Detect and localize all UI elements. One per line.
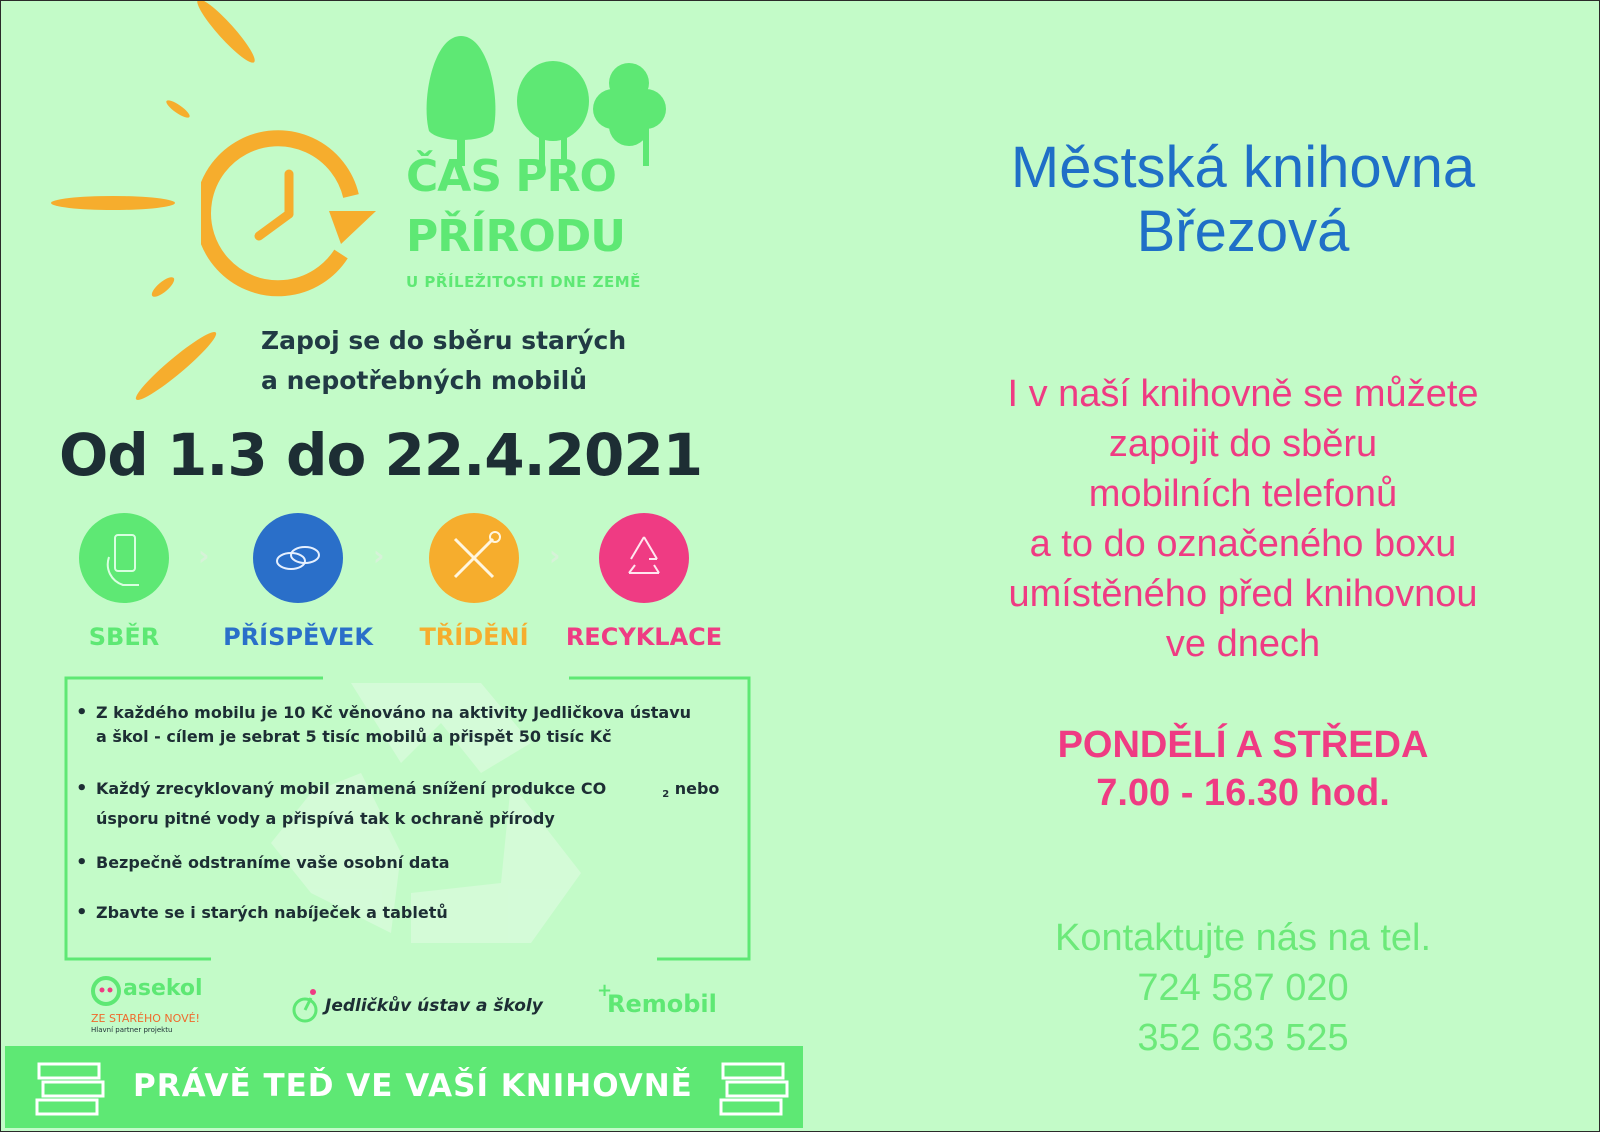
logo-title-line1: ČAS PRO (406, 151, 616, 202)
jedlicka-name: Jedličkův ústav a školy (325, 996, 543, 1016)
jedlicka-icon (291, 986, 321, 1026)
asekol-note: Hlavní partner projektu (91, 1026, 173, 1034)
step-sorting-circle (429, 513, 519, 603)
opening-days: PONDĚLÍ A STŘEDA (1057, 724, 1429, 766)
library-name-line1: Městská knihovna (1010, 135, 1476, 200)
info-line4: a to do označeného boxu (1029, 523, 1457, 565)
phone-number-1[interactable]: 724 587 020 (1137, 967, 1349, 1009)
contact-label: Kontaktujte nás na tel. (1054, 917, 1432, 959)
info-line6: ve dnech (1165, 623, 1321, 665)
campaign-dates: Od 1.3 do 22.4.2021 (59, 421, 703, 489)
step-label-sorting: TŘÍDĚNÍ (419, 623, 529, 651)
step-label-collection: SBĚR (88, 623, 160, 651)
info-line1: I v naší knihovně se můžete (1007, 373, 1479, 415)
logo-title-line2: PŘÍRODU (406, 211, 626, 262)
step-arrow-1: › (198, 539, 210, 572)
bottom-banner (5, 1046, 803, 1128)
logo-subtitle: U PŘÍLEŽITOSTI DNE ZEMĚ (406, 273, 641, 291)
coins-icon (253, 513, 343, 603)
books-left-icon (33, 1056, 107, 1120)
intro-line1: Zapoj se do sběru starých (261, 326, 627, 355)
step-label-contribution: PŘÍSPĚVEK (223, 623, 373, 651)
bullet-data: • Bezpečně odstraníme vaše osobní data (76, 851, 450, 875)
bullet-ecology-text: Každý zrecyklovaný mobil znamená snížení produkce CO (96, 779, 607, 798)
books-right-icon (717, 1056, 791, 1120)
step-collection-circle (79, 513, 169, 603)
asekol-slogan: ZE STARÉHO NOVÉ! (91, 1012, 200, 1025)
bullet-donation-line1: • Z každého mobilu je 10 Kč věnováno na aktivity Jedličkova ústavu (96, 703, 692, 722)
trees-icon (421, 31, 701, 171)
co2-subscript: 2 (662, 789, 670, 800)
bullet-ecology-line1 (96, 777, 719, 807)
info-bullets (76, 701, 726, 941)
library-name-line2: Březová (1136, 199, 1350, 264)
info-line5: umístěného před knihovnou (1008, 573, 1478, 615)
asekol-logo (89, 976, 209, 1036)
bullet-ecology (76, 777, 719, 831)
step-arrow-2: › (373, 539, 385, 572)
opening-hours: 7.00 - 16.30 hod. (1096, 772, 1390, 814)
info-line3: mobilních telefonů (1088, 473, 1398, 515)
recycle-icon (599, 513, 689, 603)
phone-number-2[interactable]: 352 633 525 (1137, 1017, 1349, 1059)
step-label-recycling: RECYKLACE (565, 623, 723, 651)
banner-text: PRÁVĚ TEĎ VE VAŠÍ KNIHOVNĚ (133, 1068, 693, 1104)
step-recycling-circle (599, 513, 689, 603)
remobil-plus-icon: + (597, 980, 613, 1001)
step-contribution-circle (253, 513, 343, 603)
bullet-donation (76, 701, 691, 749)
bullet-donation-line2: a škol - cílem je sebrat 5 tisíc mobilů a přispět 50 tisíc Kč (96, 727, 612, 746)
info-line2: zapojit do sběru (1108, 423, 1378, 465)
bullet-ecology-tail: nebo (674, 779, 720, 798)
clock-icon (201, 126, 381, 301)
phone-hand-icon (79, 513, 169, 603)
bullet-ecology-line2: úsporu pitné vody a přispívá tak k ochraně přírody (96, 809, 555, 828)
intro-line2: a nepotřebných mobilů (261, 366, 588, 395)
step-arrow-3: › (549, 539, 561, 572)
remobil-name: Remobil (607, 990, 717, 1018)
asekol-face-icon (89, 976, 123, 1010)
tools-icon (429, 513, 519, 603)
library-info (863, 136, 1600, 1063)
bullet-chargers: • Zbavte se i starých nabíječek a tabletů (76, 901, 448, 925)
asekol-name: asekol (123, 976, 203, 1001)
